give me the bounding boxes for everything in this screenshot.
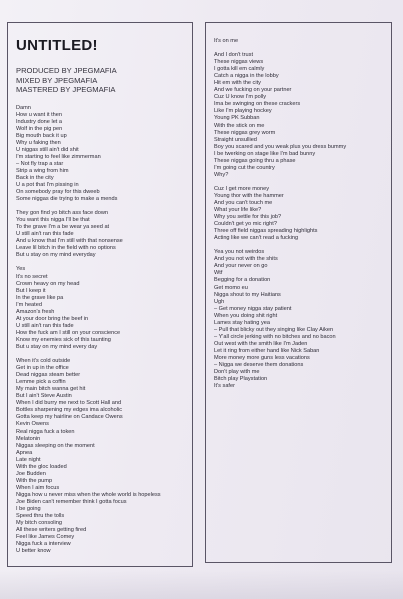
lyric-line: Wolf in the pig pen: [16, 125, 63, 132]
lyric-line: Ugh: [214, 298, 225, 305]
lyric-line: Melatonin: [16, 435, 41, 442]
lyric-line: – Y'all circle jerking with no bitches and no bacon: [214, 333, 336, 340]
lyric-line: Let it ring from either hand like Nick Saban: [214, 347, 320, 354]
lyric-line: I be going: [16, 506, 41, 513]
lyric-line: These niggas grey worm: [214, 129, 276, 136]
lyric-line: Hit em with the city: [214, 80, 261, 87]
lyric-line: Some niggas die trying to make a mends: [16, 196, 118, 203]
lyric-line: Late night: [16, 456, 41, 463]
lyric-line: When you doing shit right: [214, 312, 278, 319]
lyric-line: – Pull that blicky out they singing like Clay Aiken: [214, 326, 334, 333]
lyrics-stanza: [16, 266, 186, 351]
lyric-line: These niggas going thru a phase: [214, 157, 296, 164]
lyric-line: Industry done let a: [16, 118, 63, 125]
lyric-line: I'm starting to feel like zimmerman: [16, 153, 101, 160]
lyric-line: Yea you not weirdos: [214, 249, 265, 256]
lyric-line: More money more guns less vacations: [214, 354, 310, 361]
lyric-line: In the grave like pa: [16, 294, 64, 301]
lyric-line: Speed thru the tolls: [16, 513, 65, 520]
lyric-line: Know my enemies sick of this taunting: [16, 336, 111, 343]
lyric-line: When I aim focus: [16, 484, 60, 491]
lyric-line: You want this nigga I'll be that: [16, 217, 90, 224]
lyric-line: Dead niggas steam better: [16, 372, 81, 379]
lyric-line: Amazon's fresh: [16, 308, 55, 315]
lyric-line: Begging for a donation: [214, 277, 271, 284]
lyric-line: Acting like we can't read a fucking: [214, 235, 299, 242]
lyric-line: Leave lil bitch in the field with no options: [16, 245, 116, 252]
lyric-line: Joe Biden can't remember think I gotta focus: [16, 498, 127, 505]
lyric-line: Young thor with the hammer: [214, 192, 284, 199]
lyrics-right-panel: [205, 22, 392, 563]
lyric-line: Three off field niggas spreading highlights: [214, 228, 318, 235]
lyrics-stanza: [16, 105, 186, 204]
lyric-line: Back in the city: [16, 174, 54, 181]
lyric-line: When I did burry me next to Scott Hall and: [16, 400, 122, 407]
lyric-line: How u want it then: [16, 111, 63, 118]
lyric-line: When it's cold outside: [16, 358, 71, 365]
lyric-line: But u stay on my mind every day: [16, 344, 98, 350]
lyric-line: On somebody pray for this dweeb: [16, 189, 100, 196]
lyrics-stanza: [16, 358, 186, 555]
lyric-line: And I don't trust: [214, 52, 254, 59]
lyric-line: It's on me: [214, 38, 239, 44]
lyric-line: Bitch play Playstation: [214, 376, 268, 383]
page-shadow: [0, 570, 403, 599]
lyric-line: Strip a wing from him: [16, 167, 69, 174]
lyric-line: Straight unsullied: [214, 136, 257, 143]
lyric-line: Young PK Subban: [214, 115, 260, 122]
credit-line: MIXED BY JPEGMAFIA: [16, 75, 98, 85]
lyric-line: Real nigga fuck a token: [16, 428, 75, 435]
lyric-line: And you not with the shits: [214, 256, 278, 263]
lyric-line: Why?: [214, 171, 229, 178]
lyric-line: And we fucking on your partner: [214, 87, 292, 94]
lyric-line: Boy you scared and you weak plus you dress bummy: [214, 143, 347, 150]
lyric-line: Cuz U know I'm polly: [214, 94, 267, 101]
lyric-line: Lemme pick a coffin: [16, 379, 66, 386]
lyric-line: With the stick on me: [214, 122, 265, 129]
lyric-line: It's safer: [214, 383, 235, 390]
credits: [14, 66, 186, 95]
lyric-line: Why you settle for this job?: [214, 214, 282, 221]
lyric-line: These niggas views: [214, 59, 264, 66]
lyric-line: U still ain't ran this fade: [16, 322, 74, 329]
lyric-line: But I ain't Steve Austin: [16, 393, 72, 400]
lyric-line: My main bitch wanna get hit: [16, 386, 86, 393]
lyric-line: I'm heated: [16, 301, 42, 308]
lyric-line: U a pot that I'm pissing in: [16, 182, 79, 189]
lyric-line: Yes: [16, 266, 26, 273]
lyric-line: Apnea: [16, 449, 33, 456]
lyric-line: Ima be swinging on these crackers: [214, 101, 301, 108]
credit-line: PRODUCED BY JPEGMAFIA: [16, 66, 117, 75]
lyric-line: To the grave I'm a be wear ya seed at: [16, 224, 110, 231]
lyric-line: – Not fly trap a star: [16, 160, 64, 167]
lyric-line: Gotta keep my hairline on Candace Owens: [16, 414, 123, 421]
lyric-line: Bottles sharpening my edges ima alcoholic: [16, 407, 123, 414]
lyrics-left-column: [14, 105, 186, 556]
lyric-line: I be twerking on stage like I'm bad bunny: [214, 150, 316, 157]
lyrics-stanza: [214, 249, 385, 390]
lyric-line: – Nigga we deserve them donations: [214, 362, 304, 369]
lyrics-right-column: [212, 38, 385, 390]
lyric-line: – Get money nigga stay patient: [214, 305, 292, 312]
lyric-line: They gon find yo bitch ass face down: [16, 210, 109, 217]
lyrics-left-panel: [7, 22, 193, 567]
lyric-line: With the gloc loaded: [16, 463, 67, 470]
lyric-line: What your life like?: [214, 207, 262, 214]
lyric-line: But I keep it: [16, 287, 46, 294]
lyric-line: I gotta kill em calmly: [214, 66, 265, 73]
lyric-line: But u stay on my mind everyday: [16, 252, 96, 259]
lyrics-stanza: [16, 210, 186, 259]
lyrics-stanza: [214, 38, 385, 45]
lyric-line: Nigga fuck a interview: [16, 541, 71, 548]
lyric-line: How the fuck am I still on your conscience: [16, 329, 121, 336]
lyric-line: Out west with the smith like I'm Jaden: [214, 340, 308, 347]
lyric-line: And your never on go: [214, 263, 268, 270]
lyric-line: Wtf: [214, 270, 223, 277]
lyric-line: And you can't touch me: [214, 199, 273, 206]
lyric-line: Crown heavy on my head: [16, 280, 80, 287]
lyric-line: It's no secret: [16, 273, 48, 280]
lyric-line: Why u faking then: [16, 139, 61, 146]
lyric-line: Damn: [16, 104, 31, 111]
lyric-line: Nigga how u never miss when the whole world is hopeless: [16, 491, 161, 498]
lyric-line: Get in up in the office: [16, 365, 69, 372]
song-title: UNTITLED!: [16, 37, 98, 54]
lyric-line: Feel like James Comey: [16, 534, 75, 541]
lyric-line: Big mouth back it up: [16, 132, 67, 139]
lyric-line: Kevin Owens: [16, 421, 49, 428]
lyrics-stanza: [214, 52, 385, 179]
lyric-line: All these writers getting fired: [16, 527, 87, 534]
lyric-line: Don't play with me: [214, 369, 260, 376]
lyrics-stanza: [214, 186, 385, 242]
lyric-line: I'm going cut the country: [214, 164, 275, 171]
credit-line: MASTERED BY JPEGMAFIA: [16, 85, 116, 94]
lyric-line: Get momo eu: [214, 284, 248, 291]
lyric-line: My bitch consoling: [16, 520, 63, 527]
lyric-line: U better know: [16, 548, 51, 555]
lyric-line: Cuz I get more money: [214, 185, 270, 192]
lyric-line: Niggas sleeping on the moment: [16, 442, 95, 449]
lyric-line: With the pump: [16, 477, 53, 484]
lyric-line: U still ain't ran this fade: [16, 231, 74, 238]
lyric-line: Lames stay hating yea: [214, 319, 270, 326]
lyric-line: U niggas still ain't did shit: [16, 146, 79, 153]
lyric-line: Nigga shout to my Haitians: [214, 291, 281, 298]
lyric-line: Like I'm playing hockey: [214, 108, 272, 115]
lyric-line: Joe Budden: [16, 470, 46, 477]
lyric-line: At your door bring the beef in: [16, 315, 89, 322]
lyric-line: And u know that I'm still with that nonsense: [16, 238, 123, 245]
lyric-line: Couldn't get yo mic right?: [214, 221, 277, 228]
lyric-line: Catch a nigga in the lobby: [214, 73, 279, 80]
